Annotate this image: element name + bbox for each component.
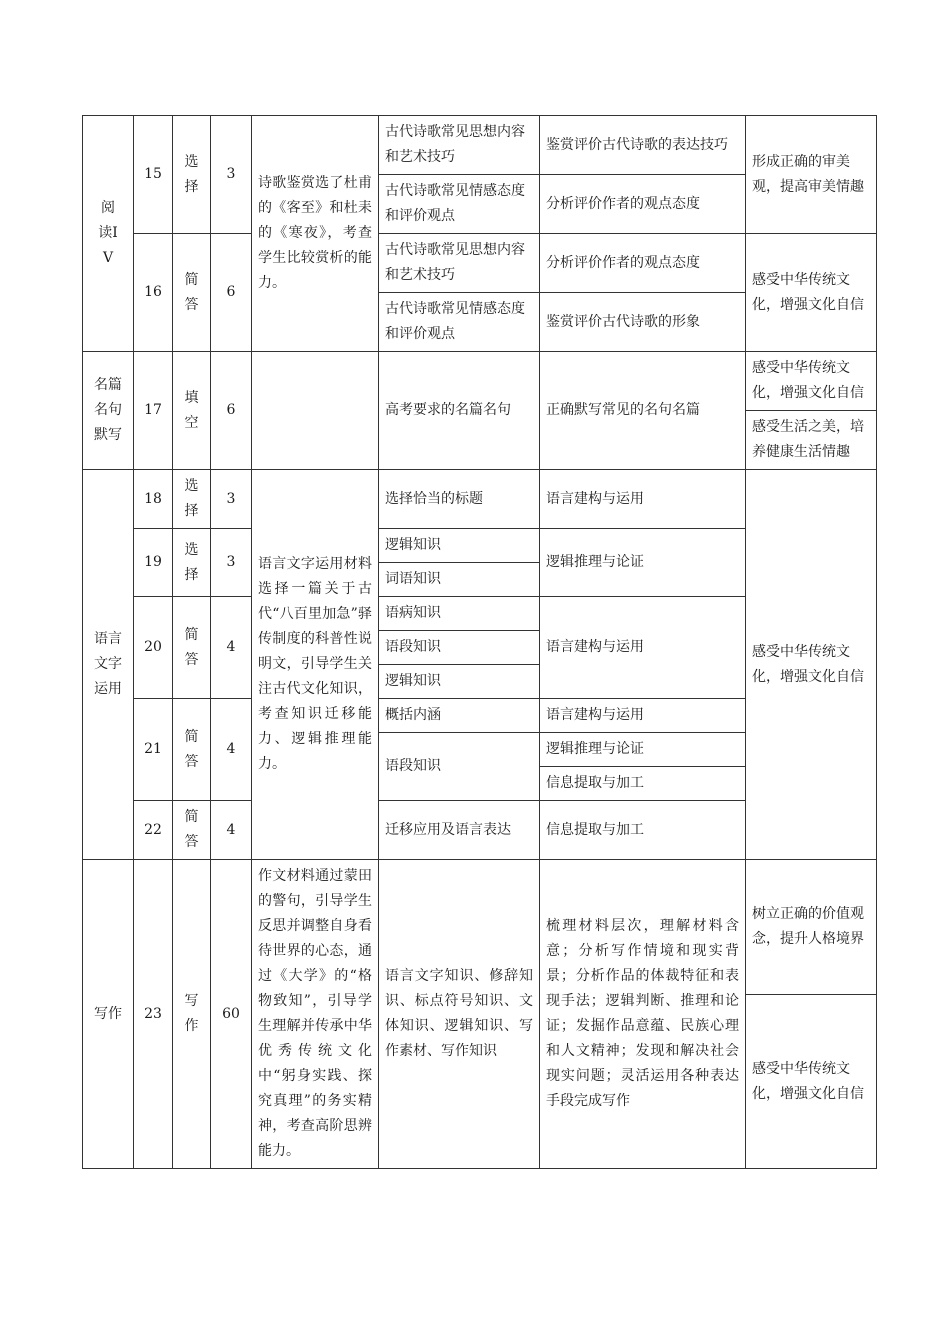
literacy-cell: 感受生活之美，培养健康生活情趣 <box>746 411 877 470</box>
ability-cell: 语言建构与运用 <box>540 597 746 699</box>
exam-spec-table <box>82 115 877 1169</box>
ability-cell: 鉴赏评价古代诗歌的表达技巧 <box>540 116 746 175</box>
question-score: 3 <box>211 116 252 234</box>
knowledge-cell: 高考要求的名篇名句 <box>379 352 540 470</box>
knowledge-cell: 逻辑知识 <box>379 665 540 699</box>
question-number: 20 <box>134 597 173 699</box>
knowledge-cell: 古代诗歌常见情感态度和评价观点 <box>379 175 540 234</box>
knowledge-cell: 词语知识 <box>379 563 540 597</box>
question-score: 4 <box>211 699 252 801</box>
literacy-cell: 形成正确的审美观，提高审美情趣 <box>746 116 877 234</box>
knowledge-cell: 古代诗歌常见思想内容和艺术技巧 <box>379 116 540 175</box>
knowledge-cell: 语病知识 <box>379 597 540 631</box>
ability-cell: 逻辑推理与论证 <box>540 529 746 597</box>
question-number: 15 <box>134 116 173 234</box>
question-type: 简答 <box>173 597 211 699</box>
literacy-cell: 感受中华传统文化，增强文化自信 <box>746 234 877 352</box>
question-score: 6 <box>211 352 252 470</box>
ability-cell: 正确默写常见的名句名篇 <box>540 352 746 470</box>
ability-cell: 信息提取与加工 <box>540 801 746 860</box>
material-cell: 作文材料通过蒙田的警句，引导学生反思并调整自身看待世界的心态，通过《大学》的“格物致知”，引导学生理解并传承中华优秀传统文化中“躬身实践、探究真理”的务实精神，考查高阶思辨能力。 <box>252 860 379 1169</box>
knowledge-cell: 语言文字知识、修辞知识、标点符号知识、文体知识、逻辑知识、写作素材、写作知识 <box>379 860 540 1169</box>
question-score: 60 <box>211 860 252 1169</box>
question-type: 选择 <box>173 470 211 529</box>
question-type: 写作 <box>173 860 211 1169</box>
question-score: 3 <box>211 470 252 529</box>
ability-cell: 逻辑推理与论证 <box>540 733 746 767</box>
material-cell <box>252 352 379 470</box>
ability-cell: 语言建构与运用 <box>540 470 746 529</box>
knowledge-cell: 概括内涵 <box>379 699 540 733</box>
literacy-cell: 树立正确的价值观念，提升人格境界 <box>746 860 877 995</box>
question-type: 简答 <box>173 801 211 860</box>
question-score: 6 <box>211 234 252 352</box>
section-cell: 名篇名句默写 <box>83 352 134 470</box>
section-cell: 写作 <box>83 860 134 1169</box>
knowledge-cell: 选择恰当的标题 <box>379 470 540 529</box>
literacy-cell: 感受中华传统文化，增强文化自信 <box>746 352 877 411</box>
question-type: 简答 <box>173 699 211 801</box>
knowledge-cell: 迁移应用及语言表达 <box>379 801 540 860</box>
question-type: 选择 <box>173 529 211 597</box>
section-cell: 阅读IV <box>83 116 134 352</box>
table-row <box>83 860 877 995</box>
ability-cell: 分析评价作者的观点态度 <box>540 234 746 293</box>
table-row <box>83 116 877 175</box>
question-number: 16 <box>134 234 173 352</box>
question-type: 简答 <box>173 234 211 352</box>
knowledge-cell: 逻辑知识 <box>379 529 540 563</box>
ability-cell: 信息提取与加工 <box>540 767 746 801</box>
knowledge-cell: 语段知识 <box>379 733 540 801</box>
question-number: 21 <box>134 699 173 801</box>
ability-cell: 语言建构与运用 <box>540 699 746 733</box>
section-cell: 语言文字运用 <box>83 470 134 860</box>
question-number: 17 <box>134 352 173 470</box>
ability-cell: 分析评价作者的观点态度 <box>540 175 746 234</box>
question-score: 4 <box>211 597 252 699</box>
question-number: 23 <box>134 860 173 1169</box>
material-cell: 语言文字运用材料选择一篇关于古代“八百里加急”驿传制度的科普性说明文，引导学生关注古代文化知识，考查知识迁移能力、逻辑推理能力。 <box>252 470 379 860</box>
literacy-cell: 感受中华传统文化，增强文化自信 <box>746 995 877 1169</box>
question-number: 18 <box>134 470 173 529</box>
material-cell: 诗歌鉴赏选了杜甫的《客至》和杜耒的《寒夜》，考查学生比较赏析的能力。 <box>252 116 379 352</box>
knowledge-cell: 古代诗歌常见思想内容和艺术技巧 <box>379 234 540 293</box>
question-type: 选择 <box>173 116 211 234</box>
knowledge-cell: 古代诗歌常见情感态度和评价观点 <box>379 293 540 352</box>
table-row <box>83 234 877 293</box>
question-type: 填空 <box>173 352 211 470</box>
table-row <box>83 352 877 411</box>
question-number: 22 <box>134 801 173 860</box>
question-score: 3 <box>211 529 252 597</box>
knowledge-cell: 语段知识 <box>379 631 540 665</box>
ability-cell: 梳理材料层次，理解材料含意；分析写作情境和现实背景；分析作品的体裁特征和表现手法；逻辑判断、推理和论证；发掘作品意蕴、民族心理和人文精神；发现和解决社会现实问题；灵活运用各种表达手段完成写作 <box>540 860 746 1169</box>
literacy-cell: 感受中华传统文化，增强文化自信 <box>746 470 877 860</box>
question-score: 4 <box>211 801 252 860</box>
ability-cell: 鉴赏评价古代诗歌的形象 <box>540 293 746 352</box>
table-row <box>83 470 877 529</box>
question-number: 19 <box>134 529 173 597</box>
